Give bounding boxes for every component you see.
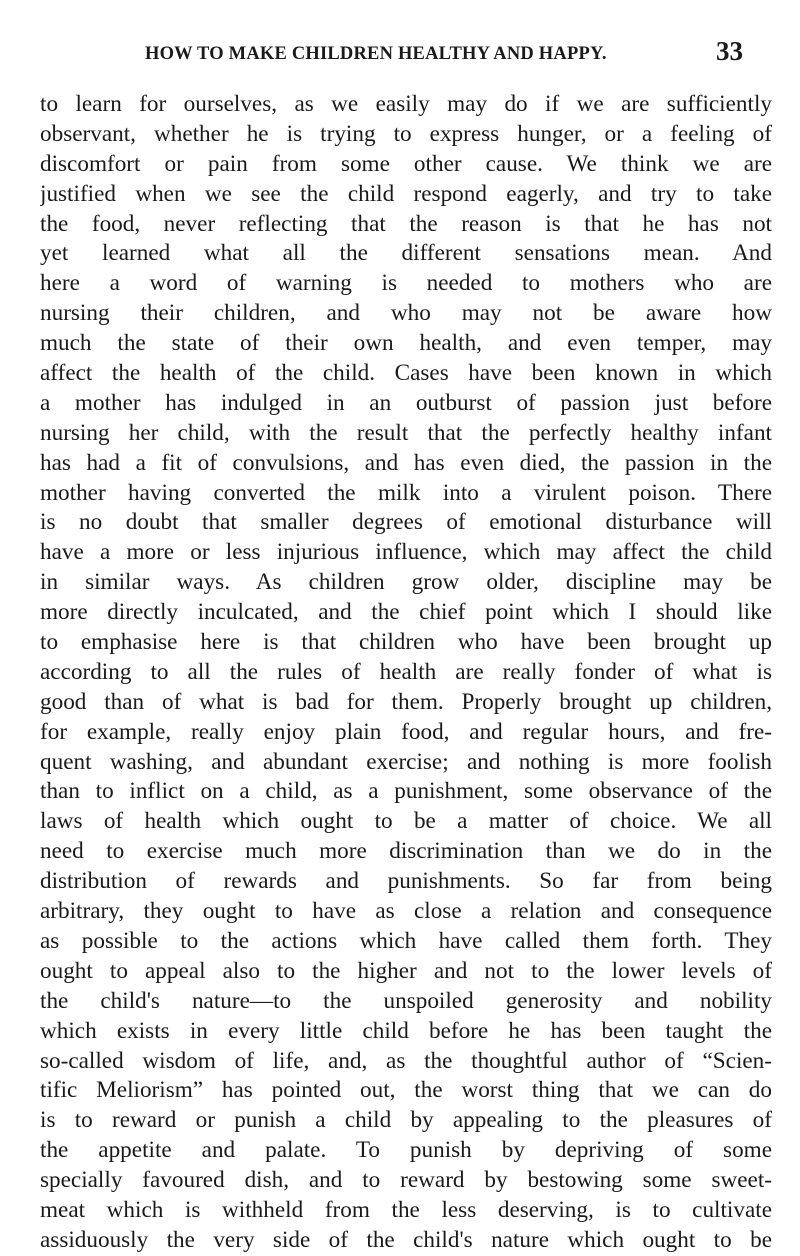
text-line: yet learned what all the different sensations mean. And: [40, 240, 772, 267]
text-line: justified when we see the child respond eagerly, and try to take: [40, 180, 772, 207]
text-line: has had a fit of convulsions, and has even died, the passion in the: [40, 449, 772, 476]
page-number: 33: [716, 36, 743, 66]
text-line: the food, never reflecting that the reason is that he has not: [40, 210, 772, 237]
text-line: assiduously the very side of the child's nature which ought to be: [40, 1226, 772, 1253]
text-line: distribution of rewards and punishments. So far from being: [40, 868, 772, 895]
text-line: which exists in every little child before he has been taught the: [40, 1017, 772, 1044]
text-line: here a word of warning is needed to mothers who are: [40, 270, 772, 297]
text-line: is no doubt that smaller degrees of emotional disturbance will: [40, 509, 772, 536]
text-line: according to all the rules of health are really fonder of what is: [40, 658, 772, 685]
text-line: more directly inculcated, and the chief point which I should like: [40, 599, 772, 626]
running-title: HOW TO MAKE CHILDREN HEALTHY AND HAPPY.: [145, 44, 607, 64]
text-line: the child's nature—to the unspoiled generosity and nobility: [40, 987, 772, 1014]
text-line: mother having converted the milk into a virulent poison. There: [40, 479, 772, 506]
text-line: so-called wisdom of life, and, as the thoughtful author of “Scien-: [40, 1047, 772, 1074]
text-line: nursing her child, with the result that the perfectly healthy infant: [40, 419, 772, 446]
text-line: arbitrary, they ought to have as close a relation and consequence: [40, 898, 772, 925]
text-line: ought to appeal also to the higher and not to the lower levels of: [40, 957, 772, 984]
text-line: need to exercise much more discrimination than we do in the: [40, 838, 772, 865]
text-line: laws of health which ought to be a matter of choice. We all: [40, 808, 772, 835]
text-line: in similar ways. As children grow older, discipline may be: [40, 569, 772, 596]
text-line: discomfort or pain from some other cause. We think we are: [40, 150, 772, 177]
text-line: have a more or less injurious influence, which may affect the child: [40, 539, 772, 566]
body-paragraph: [40, 90, 772, 1256]
text-line: is to reward or punish a child by appealing to the pleasures of: [40, 1107, 772, 1134]
text-line: for example, really enjoy plain food, and regular hours, and fre-: [40, 718, 772, 745]
text-line: good than of what is bad for them. Properly brought up children,: [40, 688, 772, 715]
text-line: nursing their children, and who may not be aware how: [40, 300, 772, 327]
text-line: the appetite and palate. To punish by depriving of some: [40, 1137, 772, 1164]
text-line: quent washing, and abundant exercise; and nothing is more foolish: [40, 748, 772, 775]
text-line: as possible to the actions which have called them forth. They: [40, 927, 772, 954]
text-line: affect the health of the child. Cases have been known in which: [40, 360, 772, 387]
text-line: a mother has indulged in an outburst of passion just before: [40, 389, 772, 416]
text-line: to learn for ourselves, as we easily may do if we are sufficiently: [40, 91, 772, 117]
text-line: observant, whether he is trying to express hunger, or a feeling of: [40, 120, 772, 147]
text-line: meat which is withheld from the less deserving, is to cultivate: [40, 1196, 772, 1223]
text-line: specially favoured dish, and to reward by bestowing some sweet-: [40, 1167, 772, 1194]
text-line: tific Meliorism” has pointed out, the worst thing that we can do: [40, 1077, 772, 1104]
text-line: much the state of their own health, and even temper, may: [40, 330, 772, 357]
text-line: than to inflict on a child, as a punishment, some observance of the: [40, 778, 772, 805]
text-line: to emphasise here is that children who have been brought up: [40, 629, 772, 656]
